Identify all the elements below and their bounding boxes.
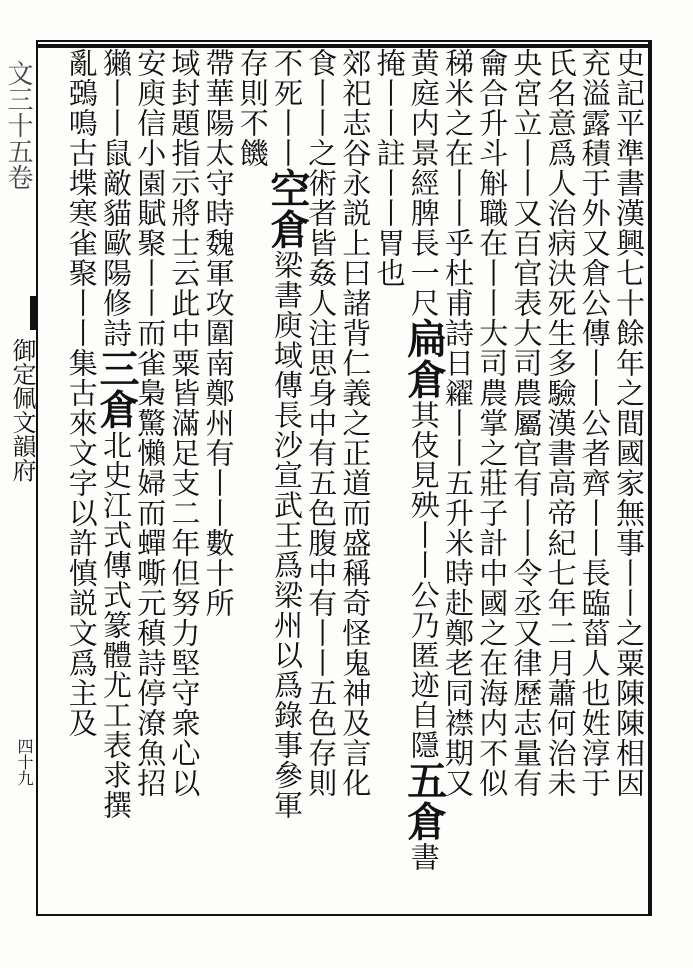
text-segment: 食丨丨之術者皆姦人注思身中有五色腹中有丨丨五色存則 (304, 48, 339, 798)
text-segment: 稊米之在丨丨乎杜甫詩日糴丨丨五升米時赴鄭老同襟期又 (441, 48, 475, 798)
text-segment: 集古來文字以許慎説文爲主及 (64, 348, 99, 738)
headword: 三倉 (93, 348, 140, 430)
frame-bottom-rule (36, 914, 652, 916)
text-column (578, 48, 612, 910)
text-segment: 不死丨丨 (270, 48, 304, 168)
text-segment: 北史江式傳式篆體尤工表求撰 (99, 430, 133, 820)
text-column (236, 48, 270, 910)
headword: 空倉 (264, 168, 311, 250)
text-column (400, 48, 448, 910)
frame-right-rule (648, 40, 652, 916)
text-segment: 域封題指示將士云此中粟皆滿足支二年但努力堅守衆心以 (167, 48, 202, 798)
text-segment: 存則不饑 (235, 48, 270, 168)
margin-header-fragment: 文三十五卷 (3, 60, 33, 190)
frame-left-rule (36, 40, 38, 916)
text-segment: 氏名意爲人治病決死生多驗漢書高帝紀七年二月蕭何治未 (543, 48, 578, 798)
text-column (133, 48, 167, 910)
text-column (202, 48, 236, 910)
text-column (264, 48, 311, 910)
text-segment: 史記平準書漢興七十餘年之間國家無事丨丨之粟陳陳相因 (612, 48, 646, 798)
text-segment: 央宮立丨丨又百官表大司農屬官有丨丨令丞又律歷志量有 (509, 48, 544, 798)
page-number: 四十九 (15, 738, 34, 786)
text-column (475, 48, 509, 910)
text-segment: 郊祀志谷永説上曰諸背仁義之正道而盛稱奇怪鬼神及言化 (338, 48, 373, 798)
text-segment: 書 (406, 842, 441, 872)
text-column (93, 48, 140, 910)
text-segment: 黄庭内景經脾長一尺 (406, 48, 441, 318)
headword: 扁倉 (400, 318, 448, 400)
text-segment: 亂鵶鳴古堞寒雀聚丨丨 (64, 48, 99, 348)
text-segment: 安庾信小園賦聚丨丨而雀梟驚懶婦而蟬嘶元稹詩停潦魚招 (133, 48, 168, 798)
text-segment: 獺丨丨鼠敵貓歐陽修詩 (99, 48, 133, 348)
text-column (544, 48, 578, 910)
text-segment: 其伎見殃丨丨公乃匿迹自隱 (406, 400, 441, 760)
headword: 五倉 (400, 760, 448, 842)
text-column (373, 48, 407, 910)
text-column (338, 48, 372, 910)
text-segment: 掩丨丨註丨丨胃也 (372, 48, 407, 288)
text-segment: 龠合升斗斛職在丨丨大司農掌之莊子計中國之在海内不似 (475, 48, 510, 798)
text-column (65, 48, 99, 910)
text-column (167, 48, 201, 910)
text-column (509, 48, 543, 910)
frame-top-rule (36, 40, 652, 42)
book-title: 御定佩文韻府 (8, 338, 36, 482)
text-segment: 帶華陽太守時魏軍攻圍南鄭州有丨丨數十所 (201, 48, 236, 618)
text-segment: 充溢露積于外又倉公傳丨丨公者齊丨丨長臨菑人也姓淳于 (577, 48, 612, 798)
text-column (612, 48, 646, 910)
text-segment: 梁書庾域傳長沙宣武王爲梁州以爲錄事參軍 (270, 250, 304, 820)
